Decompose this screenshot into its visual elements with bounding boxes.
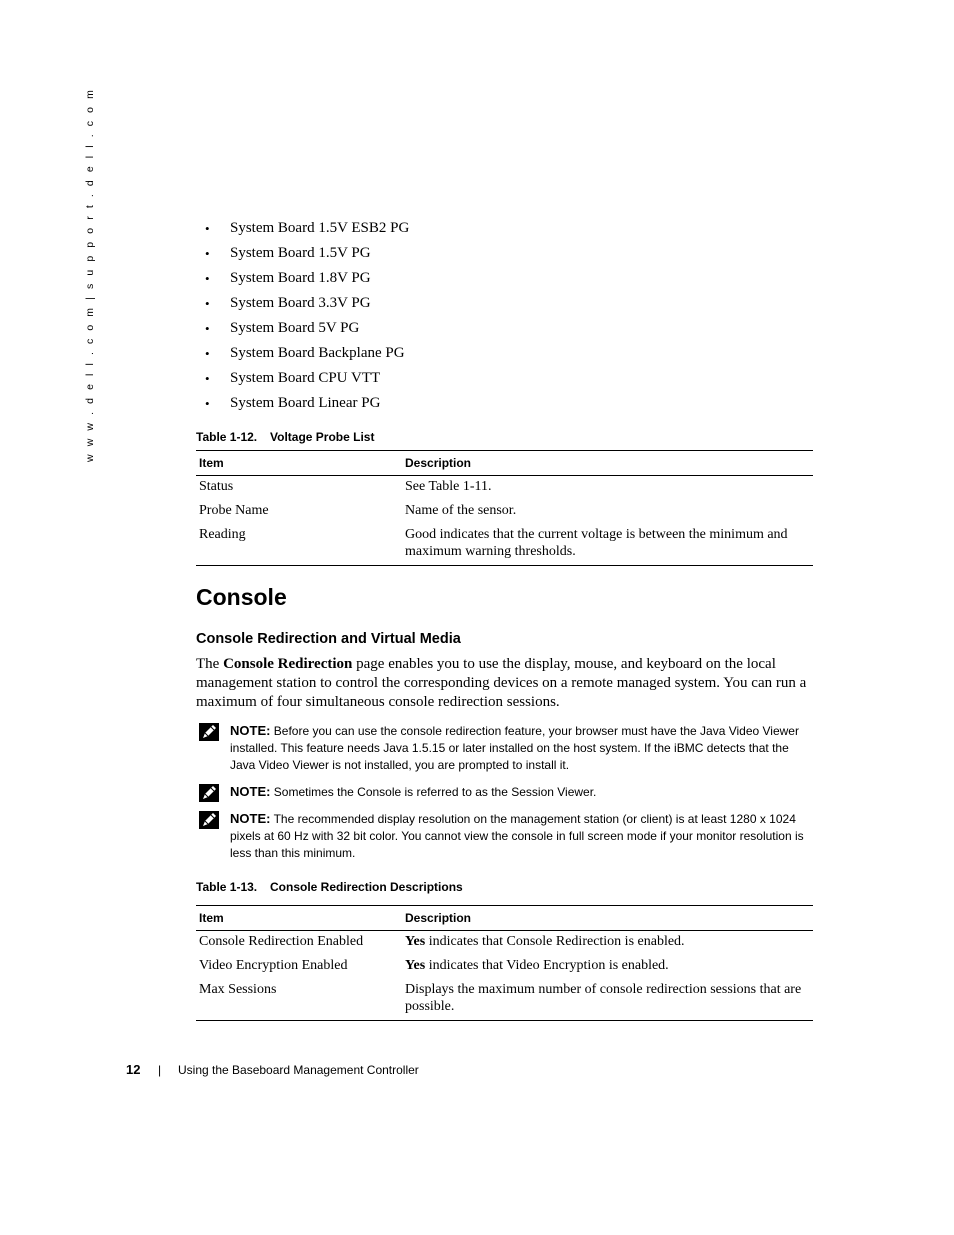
list-item: • System Board 1.8V PG [196, 268, 813, 293]
section-title: Console [196, 584, 287, 610]
table-row [196, 931, 813, 955]
note [196, 810, 813, 862]
table-caption-title: Voltage Probe List [270, 430, 375, 444]
table-row [196, 523, 813, 566]
bullet-icon: • [205, 221, 210, 236]
page-number: 12 [126, 1062, 141, 1077]
page-content [196, 218, 813, 1021]
table-header-row [196, 906, 813, 931]
list-item: • System Board 5V PG [196, 318, 813, 343]
voltage-probe-table [196, 450, 813, 566]
table-cell: Console Redirection Enabled [199, 934, 364, 949]
bullet-icon: • [205, 271, 210, 286]
bullet-icon: • [205, 346, 210, 361]
column-header-description: Description [402, 906, 813, 931]
column-header-description: Description [402, 451, 813, 476]
table-caption-label: Table 1-13. [196, 880, 258, 894]
subsection-title: Console Redirection and Virtual Media [196, 631, 461, 647]
column-header-item: Item [196, 451, 402, 476]
table-cell: Status [199, 479, 234, 494]
note-text: The recommended display resolution on the management station (or client) is at least 1280 x 1024 pixels at 60 Hz with 32 bit color. You cannot view the console in full screen mode if your monitor resolution is less than this minimum. [230, 812, 804, 860]
list-item: • System Board CPU VTT [196, 368, 813, 393]
bullet-icon: • [205, 371, 210, 386]
bullet-icon: • [205, 321, 210, 336]
table-cell: See Table 1-11. [405, 479, 492, 494]
bullet-icon: • [205, 246, 210, 261]
ui-term-console-redirection: Console Redirection [223, 656, 353, 672]
column-header-item: Item [196, 906, 402, 931]
table-cell: Good indicates that the current voltage is between the minimum and maximum warning thresholds. [402, 523, 813, 566]
table-cell: Displays the maximum number of console redirection sessions that are possible. [402, 978, 813, 1021]
voltage-probe-bullet-list [196, 218, 813, 418]
note [196, 722, 813, 774]
table-header-row [196, 451, 813, 476]
note-label: NOTE: [230, 723, 271, 738]
note-pencil-icon [199, 723, 219, 741]
page-footer [126, 1061, 419, 1079]
table-caption-voltage-probe [196, 428, 813, 446]
table-cell: Probe Name [199, 503, 269, 518]
table-cell: Reading [196, 523, 402, 566]
note [196, 783, 813, 801]
list-item: • System Board Linear PG [196, 393, 813, 418]
table-cell: Name of the sensor. [405, 503, 517, 518]
list-item: • System Board 1.5V ESB2 PG [196, 218, 813, 243]
note-pencil-icon [199, 784, 219, 802]
bullet-icon: • [205, 296, 210, 311]
footer-chapter-title: Using the Baseboard Management Controller [178, 1063, 419, 1077]
table-caption-label: Table 1-12. [196, 430, 258, 444]
note-pencil-icon [199, 811, 219, 829]
body-paragraph: The Console Redirection page enables you to use the display, mouse, and keyboard on the local management station to control the corresponding devices on a remote managed system. You can run a maximum of four simultaneous console redirection sessions. [196, 656, 807, 710]
note-text: Sometimes the Console is referred to as the Session Viewer. [270, 785, 597, 799]
bullet-icon: • [205, 396, 210, 411]
note-text: Before you can use the console redirection feature, your browser must have the Java Video Viewer installed. This feature needs Java 1.5.15 or later installed on the host system. If the iBMC detects that the Java Video Viewer is not installed, you are prompted to install it. [230, 724, 799, 772]
list-item: • System Board Backplane PG [196, 343, 813, 368]
list-item: • System Board 3.3V PG [196, 293, 813, 318]
table-row [196, 954, 813, 978]
table-cell: Max Sessions [196, 978, 402, 1021]
list-item: • System Board 1.5V PG [196, 243, 813, 268]
table-cell: Video Encryption Enabled [199, 958, 348, 973]
table-cell: Yes indicates that Video Encryption is enabled. [405, 958, 669, 973]
note-label: NOTE: [230, 811, 271, 826]
table-row [196, 978, 813, 1021]
table-row [196, 476, 813, 500]
console-redirection-table [196, 905, 813, 1021]
table-caption-title: Console Redirection Descriptions [270, 880, 463, 894]
note-label: NOTE: [230, 784, 271, 799]
table-caption-console-redirection [196, 878, 813, 896]
side-url: w w w . d e l l . c o m | s u p p o r t . d e l l . c o m [84, 87, 96, 462]
table-cell: Yes indicates that Console Redirection is enabled. [405, 934, 685, 949]
table-row [196, 499, 813, 523]
footer-separator: | [158, 1063, 162, 1077]
